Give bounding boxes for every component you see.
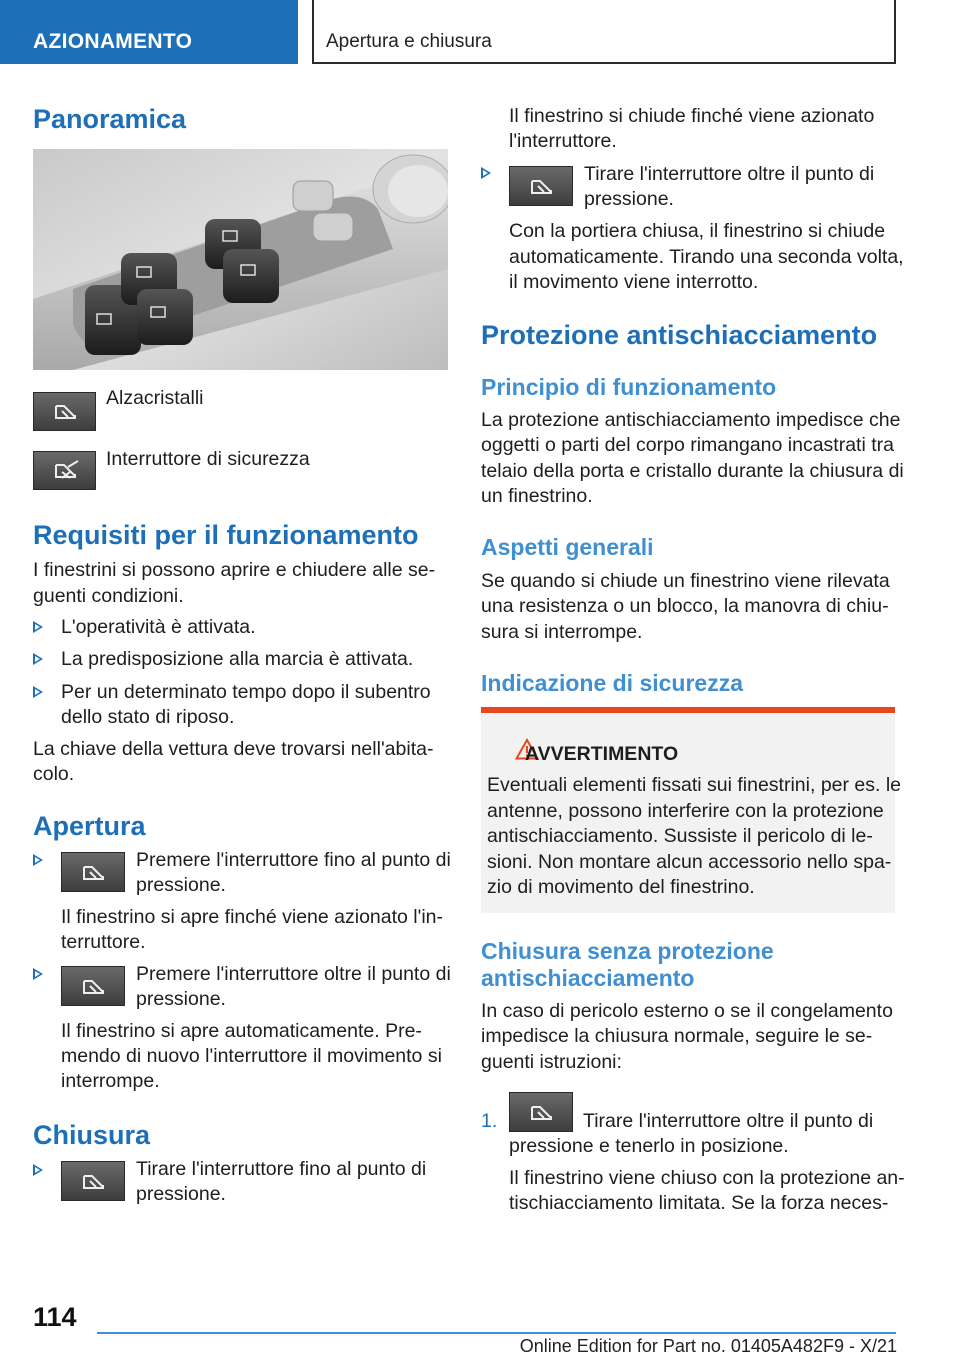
apertura-item-0-desc-0: Il finestrino si apre finché viene azionato l'in-: [61, 906, 444, 928]
chiusura-item-line2: pressione.: [136, 1183, 226, 1205]
warning-line-3: sioni. Non montare alcun accessorio nello spa-: [487, 851, 892, 873]
apertura-item-1-line2: pressione.: [136, 988, 226, 1010]
warning-line-0: Eventuali elementi fissati sui finestrini, per es. le: [487, 774, 902, 796]
aspetti-text-1: una resistenza o un blocco, la manovra di chiu-: [481, 595, 889, 617]
principio-text-0: La protezione antischiacciamento impedisce che: [481, 409, 901, 431]
protezione-title: Protezione antischiacciamento: [481, 320, 878, 350]
requisiti-intro-1: guenti condizioni.: [33, 585, 184, 607]
chiusura-item2-line2: pressione.: [584, 188, 674, 210]
requisiti-note-1: colo.: [33, 763, 75, 785]
step-number: 1.: [481, 1110, 498, 1132]
warning-line-4: zio di movimento del finestrino.: [487, 876, 755, 898]
header-topic-label: Apertura e chiusura: [326, 31, 492, 52]
door-switch-photo: [33, 149, 448, 370]
apertura-item-1-desc-0: Il finestrino si apre automaticamente. Pre-: [61, 1020, 422, 1042]
chiusura-item2-line1: Tirare l'interruttore oltre il punto di: [584, 163, 875, 185]
header-section-label: AZIONAMENTO: [33, 30, 193, 53]
window-lift-switch-icon: [61, 1161, 125, 1201]
warning-line-2: antischiacciamento. Sussiste il pericolo di le-: [487, 825, 873, 847]
legend-label-0: Alzacristalli: [106, 387, 204, 409]
chiusura-cont-0: Il finestrino si chiude finché viene azionato: [509, 105, 875, 127]
warning-box: [481, 707, 902, 913]
indicazione-title: Indicazione di sicurezza: [481, 670, 744, 696]
header-section-tab: [0, 0, 298, 64]
apertura-item-0-line2: pressione.: [136, 874, 226, 896]
principio-text-2: telaio della porta e cristallo durante la chiusura di: [481, 460, 904, 482]
aspetti-text-0: Se quando si chiude un finestrino viene rilevata: [481, 570, 890, 592]
requisiti-item-1: La predisposizione alla marcia è attivata.: [61, 648, 414, 670]
legend-label-1: Interruttore di sicurezza: [106, 448, 310, 470]
requisiti-item-2: Per un determinato tempo dopo il subentro: [61, 681, 431, 703]
apertura-item-0-line1: Premere l'interruttore fino al punto di: [136, 849, 451, 871]
chiusura-item-line1: Tirare l'interruttore fino al punto di: [136, 1158, 427, 1180]
window-lift-switch-icon: [509, 166, 573, 206]
window-lift-switch-icon: [33, 392, 96, 431]
chiusura-item2-desc-0: Con la portiera chiusa, il finestrino si chiude: [509, 220, 886, 242]
page-number: 114: [33, 1302, 77, 1332]
window-lift-switch-icon: [61, 966, 125, 1006]
bullet-triangle-icon: [33, 621, 43, 633]
bullet-triangle-icon: [33, 968, 43, 980]
footer-rule: [97, 1332, 896, 1334]
aspetti-text-2: sura si interrompe.: [481, 621, 643, 643]
safety-switch-icon: [33, 451, 96, 490]
principio-text-1: oggetti o parti del corpo rimangano incastrati tra: [481, 434, 894, 456]
aspetti-title: Aspetti generali: [481, 534, 654, 560]
apertura-title: Apertura: [33, 811, 146, 841]
chiusura-cont-1: l'interruttore.: [509, 130, 617, 152]
chiusura-item2-desc-2: il movimento viene interrotto.: [509, 271, 759, 293]
apertura-item-1-desc-2: interrompe.: [61, 1070, 160, 1092]
apertura-item-1-line1: Premere l'interruttore oltre il punto di: [136, 963, 451, 985]
bullet-triangle-icon: [33, 1164, 43, 1176]
bullet-triangle-icon: [33, 854, 43, 866]
chiusura-title: Chiusura: [33, 1120, 151, 1150]
header-topic-box: [312, 0, 896, 64]
window-lift-switch-icon: [509, 1092, 573, 1132]
senza-text-1: impedisce la chiusura normale, seguire le se-: [481, 1025, 873, 1047]
apertura-item-1-desc-1: mendo di nuovo l'interruttore il movimento si: [61, 1045, 442, 1067]
requisiti-title: Requisiti per il funzionamento: [33, 520, 419, 550]
bullet-triangle-icon: [33, 686, 43, 698]
footer-edition: Online Edition for Part no. 01405A482F9 - X/21: [519, 1336, 897, 1356]
warning-title: AVVERTIMENTO: [525, 743, 679, 765]
panoramica-title: Panoramica: [33, 104, 187, 134]
step1-desc-0: Il finestrino viene chiuso con la protezione an-: [509, 1167, 905, 1189]
principio-title: Principio di funzionamento: [481, 374, 777, 400]
warning-line-1: antenne, possono interferire con la protezione: [487, 800, 884, 822]
window-lift-switch-icon: [61, 852, 125, 892]
senza-title-0: Chiusura senza protezione: [481, 938, 774, 964]
requisiti-item-0: L'operatività è attivata.: [61, 616, 256, 638]
step1-line2: pressione e tenerlo in posizione.: [509, 1135, 789, 1157]
chiusura-item2-desc-1: automaticamente. Tirando una seconda volta,: [509, 246, 904, 268]
step1-line1: Tirare l'interruttore oltre il punto di: [583, 1110, 874, 1132]
apertura-item-0-desc-1: terruttore.: [61, 931, 146, 953]
bullet-triangle-icon: [33, 653, 43, 665]
requisiti-item-3: dello stato di riposo.: [61, 706, 235, 728]
senza-text-0: In caso di pericolo esterno o se il congelamento: [481, 1000, 893, 1022]
senza-text-2: guenti istruzioni:: [481, 1051, 622, 1073]
requisiti-note-0: La chiave della vettura deve trovarsi nell'abita-: [33, 738, 434, 760]
principio-text-3: un finestrino.: [481, 485, 593, 507]
step1-desc-1: tischiacciamento limitata. Se la forza neces-: [509, 1192, 889, 1214]
senza-title-1: antischiacciamento: [481, 965, 695, 991]
bullet-triangle-icon: [481, 167, 491, 179]
requisiti-intro-0: I finestrini si possono aprire e chiudere alle se-: [33, 559, 436, 581]
